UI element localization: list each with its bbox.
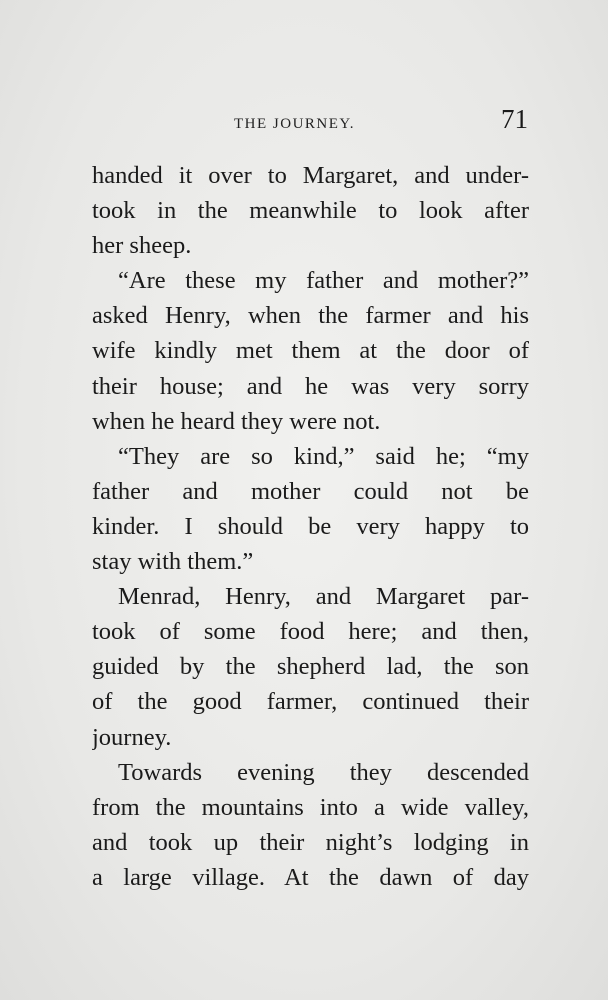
text-line: their house; and he was very sorry xyxy=(92,372,529,400)
page-header xyxy=(92,104,528,144)
text-line: guided by the shepherd lad, the son xyxy=(92,653,529,681)
text-line: her sheep. xyxy=(92,232,192,260)
text-line: handed it over to Margaret, and under- xyxy=(92,162,529,189)
body-text xyxy=(92,158,529,895)
running-head: THE JOURNEY. xyxy=(234,116,356,132)
text-line: a large village. At the dawn of day xyxy=(92,863,529,891)
text-line: father and mother could not be xyxy=(92,477,529,505)
text-line: and took up their night’s lodging in xyxy=(92,828,529,856)
text-line: from the mountains into a wide valley, xyxy=(92,793,529,821)
text-line: “Are these my father and mother?” xyxy=(118,267,529,295)
text-line: when he heard they were not. xyxy=(92,407,381,435)
page-number: 71 xyxy=(501,104,528,134)
text-line: kinder. I should be very happy to xyxy=(92,512,529,540)
text-line: Towards evening they descended xyxy=(118,758,529,786)
text-line: stay with them.” xyxy=(92,548,254,576)
text-line: wife kindly met them at the door of xyxy=(92,337,529,365)
text-line: asked Henry, when the farmer and his xyxy=(92,302,529,330)
text-line: Menrad, Henry, and Margaret par- xyxy=(118,583,529,611)
text-line: of the good farmer, continued their xyxy=(92,688,529,716)
text-line: “They are so kind,” said he; “my xyxy=(118,442,529,470)
text-line: took in the meanwhile to look after xyxy=(92,197,529,225)
text-line: journey. xyxy=(92,723,172,751)
text-line: took of some food here; and then, xyxy=(92,618,529,646)
